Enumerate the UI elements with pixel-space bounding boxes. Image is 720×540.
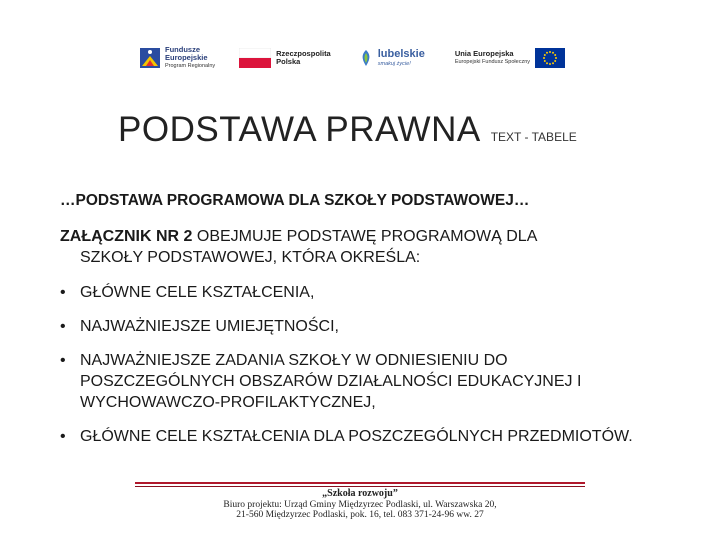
fe-line2: Europejskie (165, 53, 208, 62)
title-tag: TEXT - TABELE (490, 130, 577, 144)
lub-tagline: smakuj życie! (377, 60, 411, 67)
eu-flag-icon (535, 48, 565, 68)
intro-rest: OBEJMUJE PODSTAWĘ PROGRAMOWĄ DLA (192, 228, 538, 245)
fe-sub: Program Regionalny (165, 63, 216, 69)
footer-line2: 21-560 Międzyrzec Podlaski, pok. 16, tel. 083 371-24-96 ww. 27 (236, 510, 484, 520)
fe-line1: Fundusze (165, 45, 200, 54)
lubelskie-logo (359, 38, 425, 78)
polish-flag-icon (239, 48, 271, 68)
rp-line1: Rzeczpospolita (276, 49, 331, 58)
fe-emblem-icon (140, 48, 160, 68)
intro-paragraph (60, 226, 660, 268)
list-item: • NAJWAŻNIEJSZE ZADANIA SZKOŁY W ODNIESIENIU DO POSZCZEGÓLNYCH OBSZARÓW DZIAŁALNOŚCI EDUKACYJNEJ I WYCHOWAWCZO-PROFILAKTYCZNEJ, (60, 350, 660, 413)
unia-europejska-logo (455, 38, 565, 78)
rzeczpospolita-polska-logo (239, 38, 331, 78)
title-main: PODSTAWA PRAWNA (118, 110, 481, 149)
footer (140, 489, 580, 521)
intro-lead: ZAŁĄCZNIK NR 2 (60, 228, 193, 245)
rp-line2: Polska (276, 57, 301, 66)
list-item: • GŁÓWNE CELE KSZTAŁCENIA, (60, 282, 660, 303)
ue-line1: Unia Europejska (454, 49, 514, 58)
slide-title (118, 110, 577, 150)
lubelskie-emblem-icon (359, 49, 373, 67)
list-item: • GŁÓWNE CELE KSZTAŁCENIA DLA POSZCZEGÓLNYCH PRZEDMIOTÓW. (60, 426, 660, 447)
ue-sub: Europejski Fundusz Społeczny (454, 59, 531, 65)
subtitle: …PODSTAWA PROGRAMOWA DLA SZKOŁY PODSTAWOWEJ… (60, 192, 530, 209)
footer-divider (135, 482, 585, 487)
lub-name: lubelskie (377, 47, 425, 60)
footer-project: „Szkoła rozwoju” (322, 488, 398, 499)
footer-line1: Biuro projektu: Urząd Gminy Międzyrzec Podlaski, ul. Warszawska 20, (223, 499, 497, 510)
bullet-list (60, 282, 660, 460)
fundusze-europejskie-logo (140, 38, 215, 78)
list-item: • NAJWAŻNIEJSZE UMIEJĘTNOŚCI, (60, 316, 660, 337)
intro-line2: SZKOŁY PODSTAWOWEJ, KTÓRA OKREŚLA: (80, 249, 421, 266)
logo-strip (140, 36, 590, 80)
